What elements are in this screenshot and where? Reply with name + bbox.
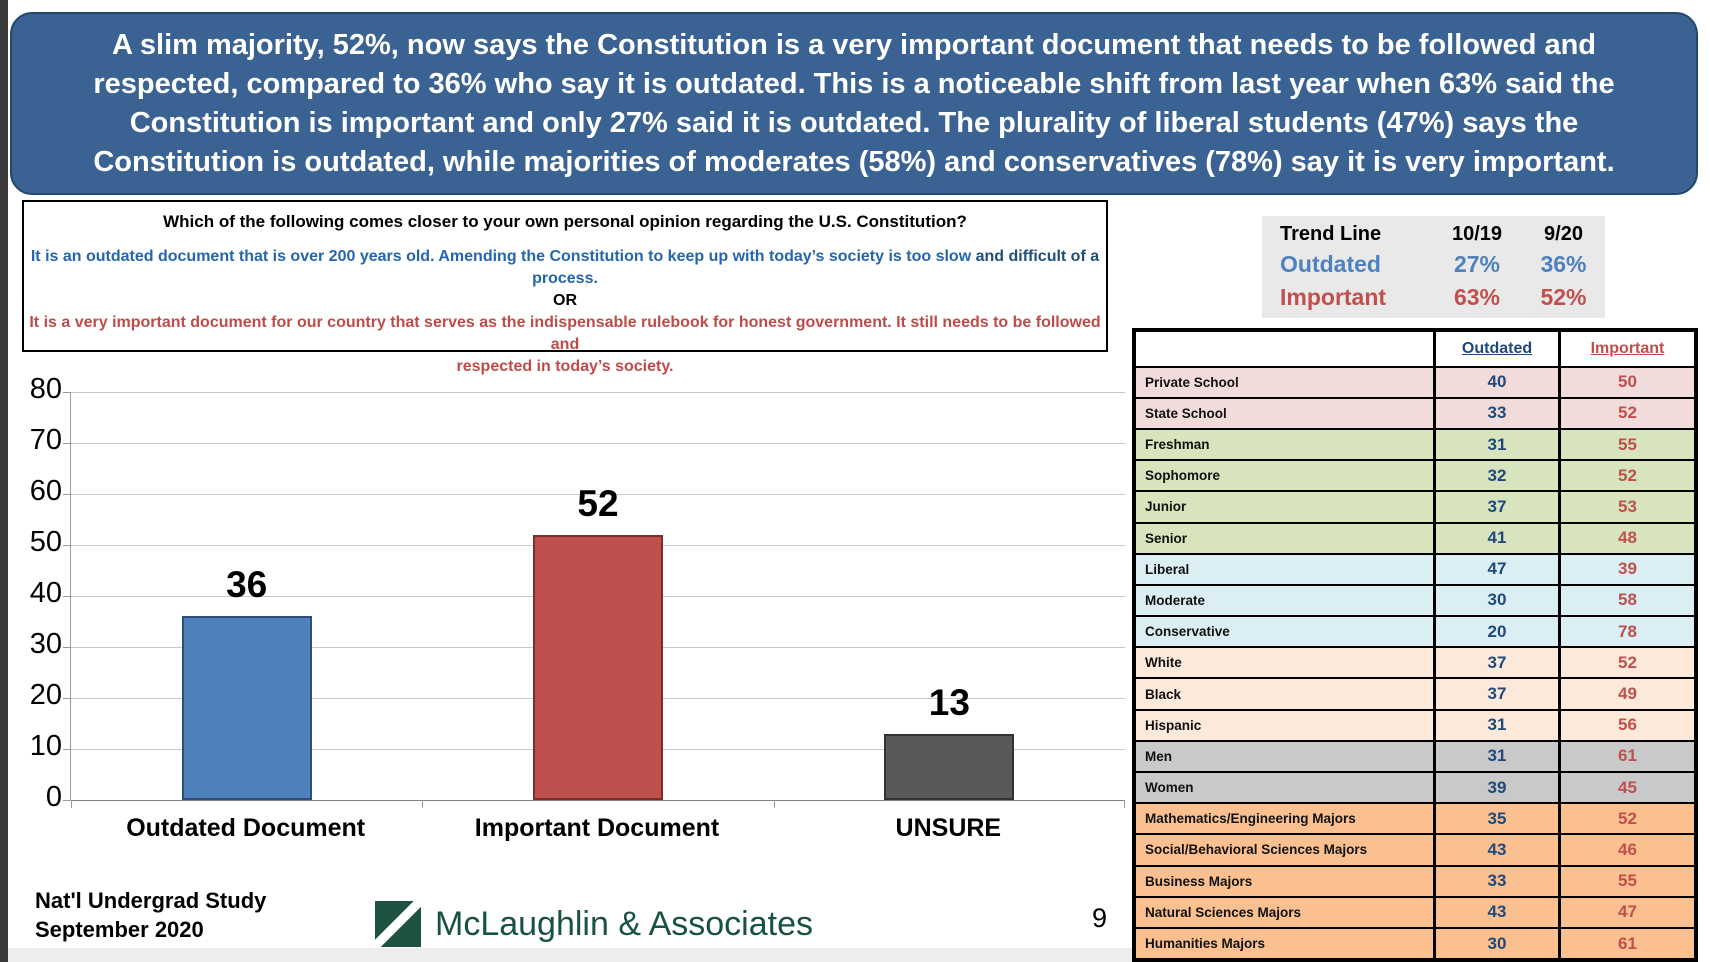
study-caption — [35, 886, 266, 944]
y-axis-tick — [63, 800, 71, 801]
row-important-value: 52 — [1558, 399, 1694, 428]
trend-row-label: Outdated — [1280, 251, 1381, 278]
table-row — [1136, 804, 1694, 835]
row-outdated-value: 37 — [1433, 648, 1558, 677]
y-axis-tick — [63, 698, 71, 699]
company-logo — [375, 901, 813, 947]
table-row — [1136, 648, 1694, 679]
chart-bar — [533, 535, 663, 800]
y-axis-label: 10 — [29, 730, 62, 762]
row-label: Men — [1145, 748, 1172, 764]
row-label: Humanities Majors — [1145, 936, 1266, 952]
row-important-value: 61 — [1558, 742, 1694, 771]
trend-header-label: Trend Line — [1280, 222, 1382, 245]
row-important-value: 61 — [1558, 929, 1694, 958]
trend-header-date: 10/19 — [1451, 222, 1503, 245]
important-option-line2: respected in today’s society. — [456, 358, 674, 375]
outdated-option-tail: and difficult of a — [975, 248, 1100, 265]
row-outdated-value: 37 — [1433, 492, 1558, 521]
y-axis-label: 0 — [45, 781, 62, 813]
summary-line: Constitution is outdated, while majorities of moderates (58%) and conservatives (78%) say it is very important. — [93, 145, 1615, 178]
important-option-line1: It is a very important document for our country that serves as the indispensable rulebook for honest government. It still needs to be followed and — [29, 314, 1101, 353]
row-important-value: 52 — [1558, 461, 1694, 490]
gridline — [71, 443, 1125, 444]
y-axis-label: 40 — [29, 577, 62, 609]
trend-row-label: Important — [1280, 284, 1387, 311]
demographics-header-outdated: Outdated — [1433, 332, 1558, 366]
summary-line: A slim majority, 52%, now says the Constitution is a very important document that needs to be followed and — [111, 28, 1597, 61]
row-outdated-value: 31 — [1433, 711, 1558, 740]
chart-bar — [182, 616, 312, 800]
row-outdated-value: 31 — [1433, 742, 1558, 771]
row-label: Moderate — [1145, 592, 1206, 608]
survey-question-box — [22, 200, 1108, 375]
survey-question-title: Which of the following comes closer to your own personal opinion regarding the U.S. Constitution? — [163, 212, 967, 231]
y-axis-tick — [63, 647, 71, 648]
y-axis-tick — [63, 392, 71, 393]
y-axis-label: 80 — [29, 373, 62, 405]
y-axis-label: 60 — [29, 475, 62, 507]
row-label: Senior — [1145, 530, 1188, 546]
row-important-value: 58 — [1558, 586, 1694, 615]
demographics-header-empty — [1136, 332, 1433, 366]
row-outdated-value: 30 — [1433, 586, 1558, 615]
chart-bar — [884, 734, 1014, 800]
table-row — [1136, 773, 1694, 804]
category-label: UNSURE — [895, 814, 1002, 842]
trend-header-date: 9/20 — [1544, 222, 1583, 245]
page-number: 9 — [1092, 903, 1108, 933]
table-row — [1136, 835, 1694, 866]
row-outdated-value: 31 — [1433, 430, 1558, 459]
row-label: Freshman — [1145, 437, 1210, 453]
gridline — [71, 392, 1125, 393]
row-important-value: 39 — [1558, 555, 1694, 584]
bar-value-label: 36 — [226, 564, 268, 606]
or-label: OR — [553, 292, 577, 309]
slide-bottom-edge — [8, 948, 1132, 962]
row-label: Junior — [1145, 499, 1187, 515]
trend-row-value: 36% — [1540, 251, 1587, 278]
table-row — [1136, 524, 1694, 555]
y-axis-tick — [63, 596, 71, 597]
row-outdated-value: 33 — [1433, 867, 1558, 896]
y-axis-label: 50 — [29, 526, 62, 558]
table-row — [1136, 898, 1694, 929]
row-outdated-value: 39 — [1433, 773, 1558, 802]
row-important-value: 49 — [1558, 679, 1694, 708]
table-row — [1136, 617, 1694, 648]
row-label: Women — [1145, 780, 1194, 796]
row-label: Business Majors — [1145, 873, 1253, 889]
row-outdated-value: 41 — [1433, 524, 1558, 553]
summary-line: respected, compared to 36% who say it is outdated. This is a noticeable shift from last year when 63% said the — [93, 67, 1615, 100]
study-caption-line2: September 2020 — [35, 917, 204, 942]
outdated-option-main: It is an outdated document that is over 200 years old. Amending the Constitution to keep up with today’s society is too slow — [30, 248, 976, 265]
row-important-value: 56 — [1558, 711, 1694, 740]
row-outdated-value: 40 — [1433, 368, 1558, 397]
row-outdated-value: 20 — [1433, 617, 1558, 646]
x-axis-tick — [774, 800, 775, 808]
row-outdated-value: 43 — [1433, 898, 1558, 927]
row-outdated-value: 47 — [1433, 555, 1558, 584]
row-label: Mathematics/Engineering Majors — [1145, 811, 1356, 827]
x-axis-tick — [71, 800, 72, 808]
y-axis-label: 70 — [29, 424, 62, 456]
row-outdated-value: 32 — [1433, 461, 1558, 490]
summary-banner — [10, 12, 1698, 195]
row-important-value: 52 — [1558, 648, 1694, 677]
row-label: Sophomore — [1145, 468, 1221, 484]
row-important-value: 78 — [1558, 617, 1694, 646]
y-axis-tick — [63, 545, 71, 546]
table-row — [1136, 679, 1694, 710]
table-row — [1136, 399, 1694, 430]
row-important-value: 46 — [1558, 835, 1694, 864]
table-row — [1136, 711, 1694, 742]
y-axis-label: 30 — [29, 628, 62, 660]
y-axis-label: 20 — [29, 679, 62, 711]
row-label: Black — [1145, 686, 1182, 702]
row-outdated-value: 33 — [1433, 399, 1558, 428]
row-important-value: 50 — [1558, 368, 1694, 397]
demographics-table — [1132, 328, 1698, 962]
trend-data-row — [1262, 284, 1605, 311]
table-row — [1136, 929, 1694, 958]
row-important-value: 53 — [1558, 492, 1694, 521]
trend-header-row — [1262, 223, 1605, 246]
company-logo-text: McLaughlin & Associates — [435, 904, 813, 943]
trend-line-table — [1262, 216, 1605, 318]
row-important-value: 47 — [1558, 898, 1694, 927]
outdated-option-text — [24, 246, 1106, 290]
table-row — [1136, 555, 1694, 586]
row-label: Social/Behavioral Sciences Majors — [1145, 842, 1368, 858]
row-outdated-value: 30 — [1433, 929, 1558, 958]
table-row — [1136, 867, 1694, 898]
row-label: State School — [1145, 405, 1227, 421]
table-row — [1136, 461, 1694, 492]
table-row — [1136, 430, 1694, 461]
row-important-value: 55 — [1558, 430, 1694, 459]
row-important-value: 52 — [1558, 804, 1694, 833]
outdated-option-line2: process. — [532, 270, 598, 287]
row-outdated-value: 37 — [1433, 679, 1558, 708]
x-axis-tick — [422, 800, 423, 808]
demographics-header-row — [1136, 332, 1694, 368]
row-label: Hispanic — [1145, 717, 1202, 733]
study-caption-line1: Nat'l Undergrad Study — [35, 888, 267, 913]
demographics-header-important: Important — [1558, 332, 1694, 366]
row-label: Private School — [1145, 374, 1239, 390]
row-label: Conservative — [1145, 624, 1230, 640]
y-axis-tick — [63, 443, 71, 444]
trend-data-row — [1262, 251, 1605, 278]
table-row — [1136, 368, 1694, 399]
table-row — [1136, 492, 1694, 523]
row-important-value: 45 — [1558, 773, 1694, 802]
row-label: Liberal — [1145, 561, 1190, 577]
bar-chart-plot-area — [70, 392, 1125, 800]
important-option-text — [24, 312, 1106, 378]
row-important-value: 55 — [1558, 867, 1694, 896]
row-label: White — [1145, 655, 1182, 671]
row-outdated-value: 43 — [1433, 835, 1558, 864]
row-label: Natural Sciences Majors — [1145, 904, 1302, 920]
y-axis-tick — [63, 494, 71, 495]
category-label: Outdated Document — [126, 814, 366, 842]
trend-row-value: 52% — [1540, 284, 1587, 311]
x-axis-tick — [1124, 800, 1125, 808]
category-label: Important Document — [474, 814, 720, 842]
table-row — [1136, 742, 1694, 773]
mclaughlin-logo-icon — [375, 901, 421, 947]
row-important-value: 48 — [1558, 524, 1694, 553]
row-outdated-value: 35 — [1433, 804, 1558, 833]
y-axis-tick — [63, 749, 71, 750]
trend-row-value: 63% — [1453, 284, 1501, 311]
table-row — [1136, 586, 1694, 617]
bar-value-label: 52 — [577, 482, 619, 524]
bar-value-label: 13 — [928, 681, 970, 723]
trend-row-value: 27% — [1453, 251, 1501, 278]
summary-line: Constitution is important and only 27% said it is outdated. The plurality of liberal students (47%) says the — [129, 106, 1579, 139]
